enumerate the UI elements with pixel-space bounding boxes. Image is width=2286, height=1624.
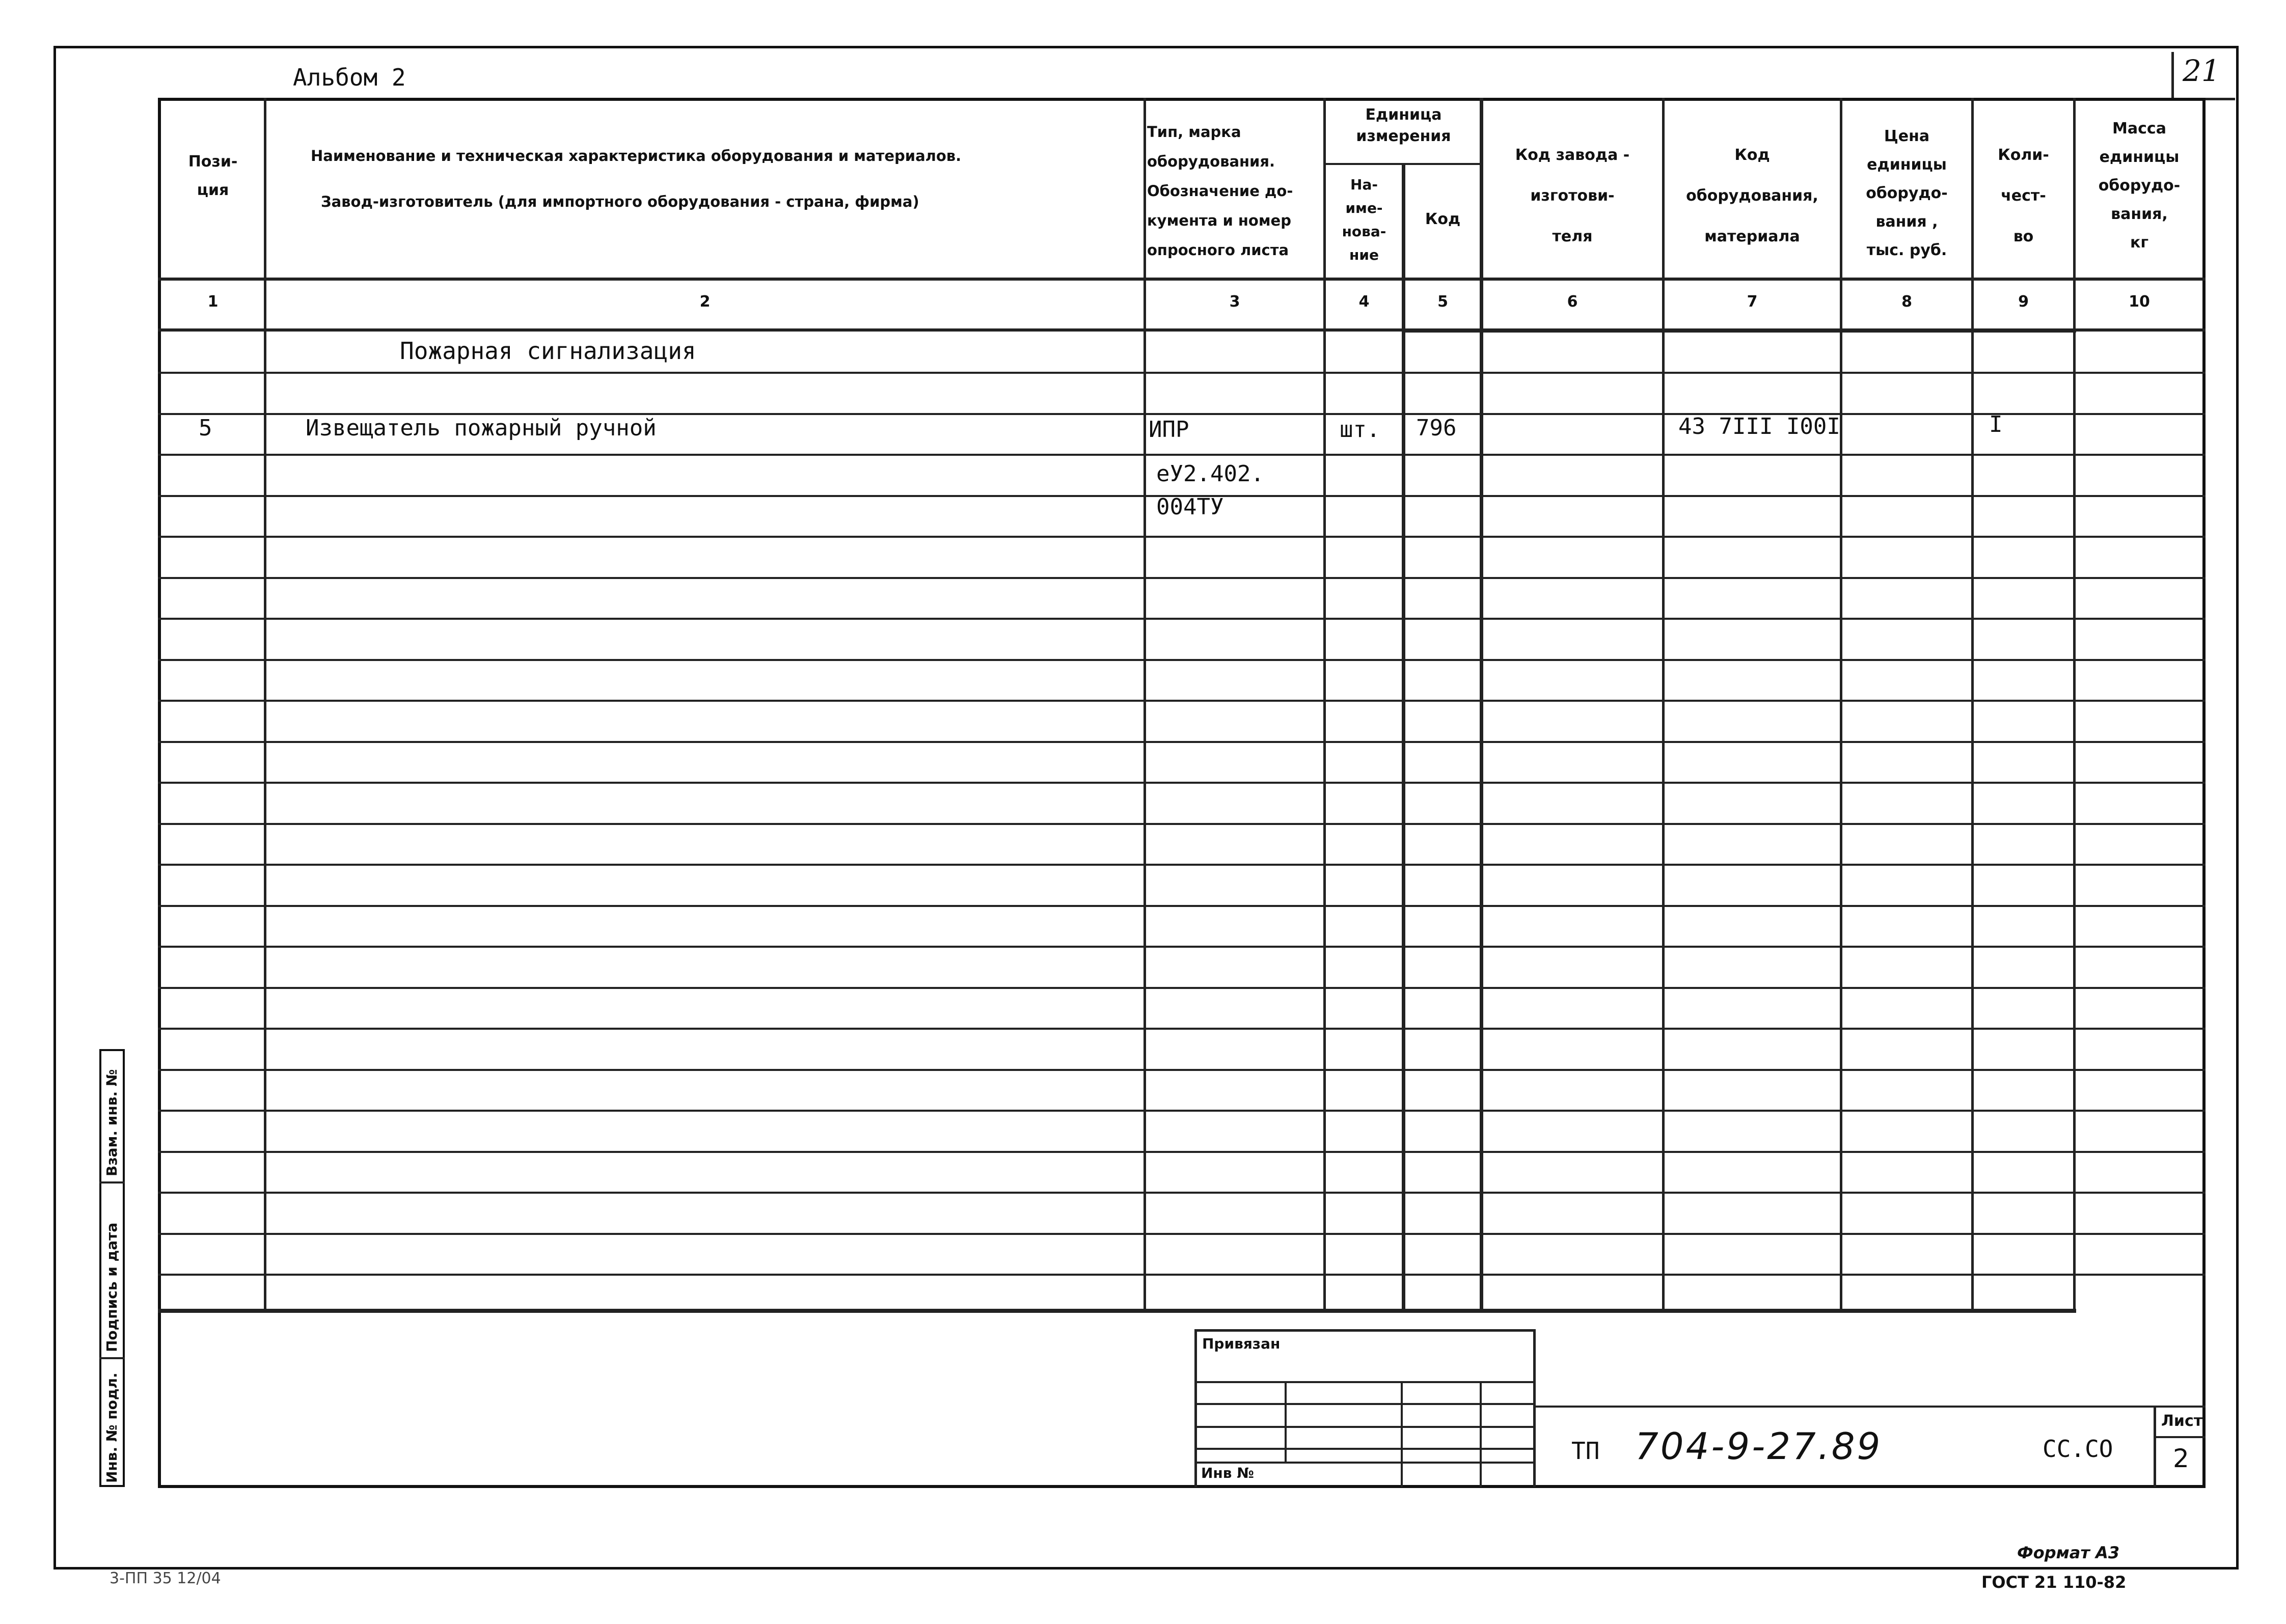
hdr-col9-l3: во [2013, 228, 2034, 245]
stamp-vline-3 [1480, 1381, 1482, 1487]
hdr-col4-l1: На- [1350, 176, 1378, 193]
col-line-1 [264, 98, 266, 1311]
hdr-unit-group [1326, 104, 1481, 147]
hdr-col7 [1665, 135, 1840, 257]
hdr-col1-l1: Пози- [188, 153, 238, 171]
body-band-top [1402, 328, 2076, 333]
row-name: Извещатель пожарный ручной [306, 415, 657, 441]
hdr-col9 [1974, 135, 2073, 257]
hdr-col8-l1: Цена [1884, 127, 1930, 145]
body-row-line [158, 741, 2206, 743]
col-line-9 [2073, 98, 2076, 1311]
stamp-bound-label: Привязан [1202, 1335, 1281, 1352]
stamp-prefix: ТП [1571, 1437, 1600, 1465]
album-title: Альбом 2 [293, 64, 406, 91]
col-line-5 [1480, 98, 1483, 1311]
row-unit-code: 796 [1416, 415, 1457, 441]
colnum-10: 10 [2129, 293, 2150, 311]
body-row-line [158, 987, 2206, 989]
colnum-4: 4 [1358, 293, 1370, 311]
hdr-col4 [1326, 173, 1402, 267]
body-band-bottom [158, 1309, 2076, 1313]
side-label-replace: Взам. инв. № [103, 1069, 120, 1176]
hdr-col10-l4: вания, [2111, 205, 2168, 223]
hdr-col2-line1: Наименование и техническая характеристика оборудования и материалов. [311, 147, 962, 164]
colnum-1: 1 [207, 293, 219, 311]
stamp-sheet-divider [2154, 1436, 2206, 1438]
hdr-col10 [2076, 115, 2203, 257]
stamp-inv-label: Инв № [1201, 1465, 1254, 1481]
body-row-line [158, 659, 2206, 661]
hdr-col10-l3: оборудо- [2098, 177, 2181, 195]
hdr-col9-l1: Коли- [1998, 146, 2049, 164]
col-line-4 [1402, 163, 1405, 1311]
body-row-line [158, 1069, 2206, 1071]
stamp-project-code: 704-9-27.89 [1635, 1425, 1883, 1468]
bottom-left-mark: 3-ПП 35 12/04 [110, 1570, 221, 1587]
body-row-line [158, 1110, 2206, 1112]
col-line-3 [1323, 98, 1326, 1311]
hdr-col2-line2: Завод-изготовитель (для импортного оборудования - страна, фирма) [321, 193, 919, 210]
hdr-col7-l2: оборудования, [1686, 187, 1818, 205]
body-row-line [158, 1274, 2206, 1276]
stamp-line-4 [1194, 1448, 1536, 1450]
side-stamp-divider-2 [99, 1357, 125, 1359]
hdr-col1 [162, 148, 264, 205]
row-equipment-code: 43 7III I00I [1678, 414, 1840, 439]
colnum-8: 8 [1901, 293, 1912, 311]
stamp-line-3 [1194, 1426, 1536, 1428]
body-row-line [158, 1233, 2206, 1235]
hdr-col4-l2: име- [1345, 200, 1383, 216]
body-row-line [158, 905, 2206, 907]
stamp-sheet-code: СС.СО [2043, 1435, 2113, 1463]
hdr-col8-l4: вания , [1875, 213, 1938, 231]
hdr-unit-l1: Единица [1365, 106, 1442, 124]
hdr-col10-l2: единицы [2099, 148, 2180, 166]
hdr-col3-l5: опросного листа [1147, 241, 1289, 259]
side-label-inv: Инв. № подл. [103, 1372, 120, 1483]
body-row-line [158, 454, 2206, 456]
corner-number: 21 [2183, 53, 2220, 88]
format-label: Формат А3 [2017, 1543, 2120, 1562]
body-row-line [158, 1151, 2206, 1153]
stamp-sheet-number: 2 [2173, 1444, 2189, 1473]
body-row-line [158, 536, 2206, 538]
section-title: Пожарная сигнализация [400, 337, 696, 365]
body-row-line [158, 1192, 2206, 1194]
hdr-col6-l3: теля [1552, 228, 1593, 245]
stamp-sheet-label: Лист [2161, 1412, 2203, 1430]
row-doc-line1: еУ2.402. [1156, 461, 1264, 487]
hdr-col5: Код [1425, 210, 1461, 228]
colnum-2: 2 [699, 293, 711, 311]
row-unit-name: шт. [1340, 417, 1380, 443]
col-line-2 [1144, 98, 1146, 1311]
body-row-line [158, 1028, 2206, 1030]
hdr-col4-l3: нова- [1342, 223, 1386, 240]
body-row-line [158, 864, 2206, 866]
stamp-title-top-line [1536, 1406, 2206, 1408]
gost-label: ГОСТ 21 110-82 [1981, 1573, 2127, 1592]
stamp-vline-1 [1285, 1381, 1287, 1462]
hdr-col6 [1483, 135, 1662, 257]
body-row-line [158, 700, 2206, 702]
side-label-sign-date: Подпись и дата [103, 1222, 120, 1352]
colnum-5: 5 [1437, 293, 1448, 311]
hdr-col10-l5: кг [2130, 234, 2149, 252]
body-row-line [158, 618, 2206, 620]
hdr-col6-l1: Код завода - [1515, 146, 1630, 164]
body-row-line [158, 823, 2206, 825]
body-row-line [158, 782, 2206, 784]
stamp-vline-2 [1401, 1381, 1403, 1487]
header-bottom-line [158, 278, 2206, 281]
col-line-8 [1971, 98, 1974, 1311]
hdr-col3-l4: кумента и номер [1147, 212, 1291, 229]
body-row-line [158, 372, 2206, 374]
hdr-col10-l1: Масса [2112, 120, 2166, 137]
col-line-7 [1840, 98, 1842, 1311]
stamp-line-5 [1194, 1462, 1536, 1464]
row-doc-line2: 004ТУ [1156, 494, 1224, 520]
row-position: 5 [199, 415, 212, 441]
colnum-6: 6 [1567, 293, 1578, 311]
hdr-col7-l1: Код [1734, 146, 1770, 164]
colnum-3: 3 [1229, 293, 1240, 311]
side-stamp-divider-1 [99, 1181, 125, 1183]
hdr-col7-l3: материала [1704, 228, 1800, 245]
hdr-col6-l2: изготови- [1530, 187, 1615, 205]
hdr-col3-l1: Тип, марка [1147, 123, 1241, 141]
hdr-col8-l2: единицы [1867, 156, 1947, 174]
stamp-line-2 [1194, 1403, 1536, 1405]
hdr-col8-l3: оборудо- [1866, 184, 1948, 202]
hdr-col3 [1147, 117, 1322, 265]
hdr-col1-l2: ция [197, 181, 229, 199]
hdr-col9-l2: чест- [2001, 187, 2046, 205]
row-quantity: I [1989, 411, 2003, 437]
body-row-line [158, 577, 2206, 579]
hdr-col3-l2: оборудования. [1147, 153, 1275, 170]
hdr-unit-l2: измерения [1356, 127, 1451, 145]
row-type: ИПР [1149, 417, 1189, 443]
colnum-9: 9 [2018, 293, 2029, 311]
hdr-col3-l3: Обозначение до- [1147, 182, 1293, 200]
hdr-col4-l4: ние [1349, 246, 1379, 263]
hdr-col8-l5: тыс. руб. [1866, 241, 1947, 259]
stamp-line-1 [1194, 1381, 1536, 1383]
hdr-col8 [1842, 122, 1971, 265]
colnum-7: 7 [1747, 293, 1758, 311]
col-line-6 [1662, 98, 1665, 1311]
body-row-line [158, 946, 2206, 948]
